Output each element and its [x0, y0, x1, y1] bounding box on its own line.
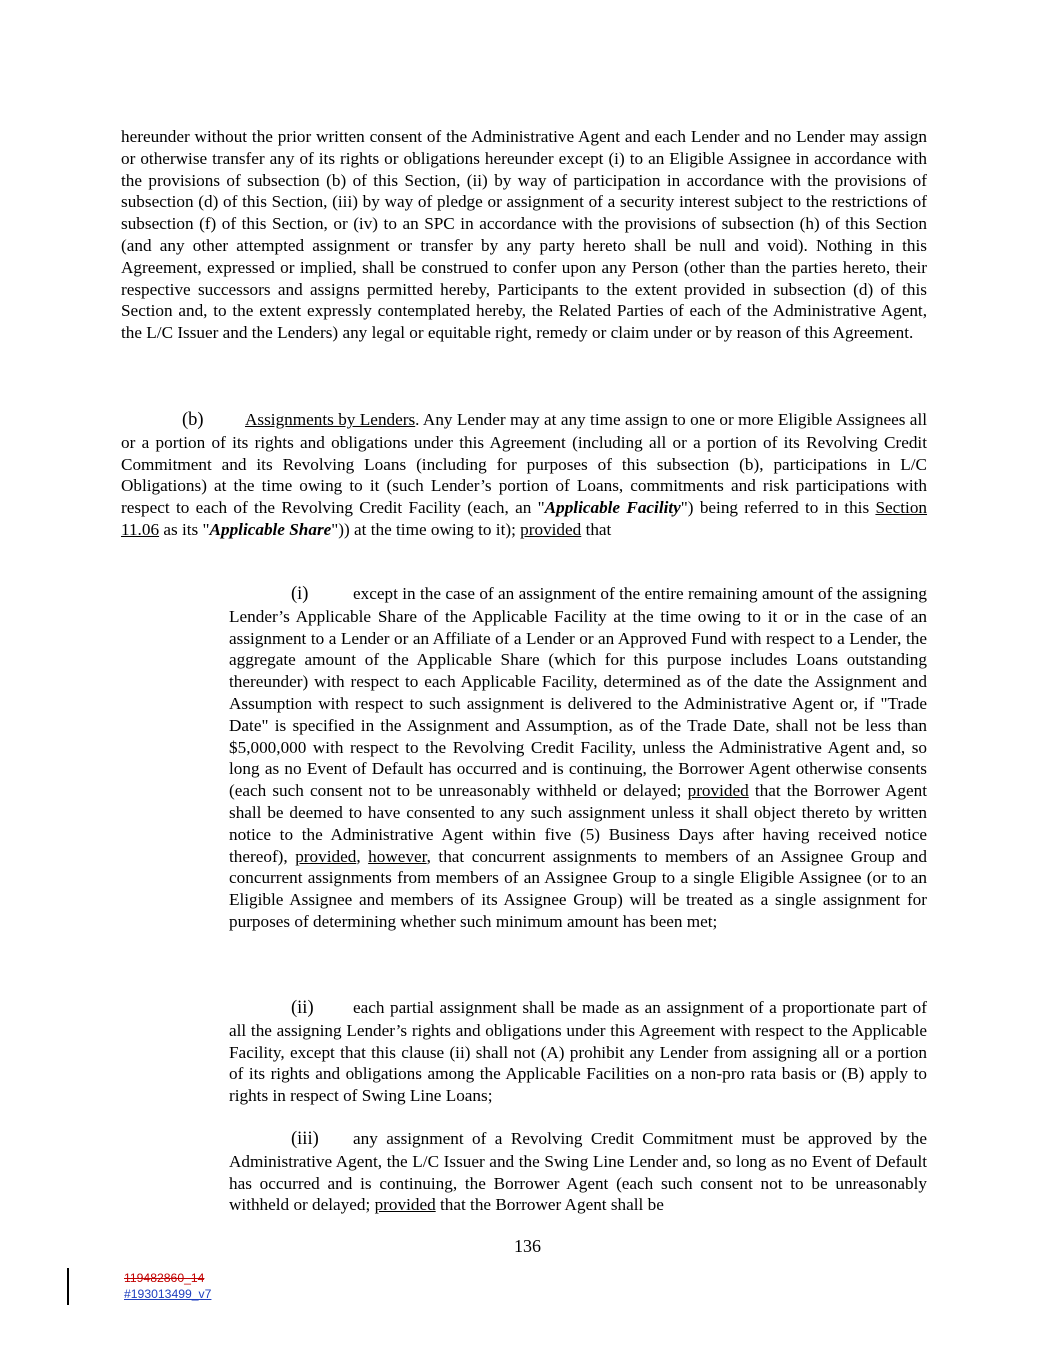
clause-ii — [229, 997, 927, 1107]
page-number: 136 — [514, 1236, 541, 1256]
clause-marker-i: (i) — [291, 584, 309, 604]
paragraph-b-text-5: that — [581, 519, 612, 539]
paragraph-b-text-1: . Any Lender may at any time assign to one or more Eligible Assignees all or a portion of its rights and obligations under this Agreement (including all or a portion of its Revolving Credit Commitment and its Revolving Loans (including for purposes of this subsection (b), participations in L/C Obligations) at the time owing to it (such Lender’s portion of Loans, commitments and risk participations with respect to each of the Revolving Credit Facility (each, an " — [121, 410, 927, 518]
provided-term: provided — [374, 1195, 436, 1215]
defined-term-applicable-share: Applicable Share — [209, 519, 332, 539]
clause-iii-text-2: that the Borrower Agent shall be — [435, 1195, 664, 1215]
new-document-id: #193013499_v7 — [124, 1287, 212, 1301]
old-document-id: 119482860_14 — [124, 1271, 205, 1285]
paragraph-b-text-4: ")) at the time owing to it); — [331, 519, 521, 539]
clause-i — [229, 583, 927, 933]
change-bar — [67, 1268, 69, 1305]
section-reference-word: Section — [875, 498, 928, 518]
however-term: however — [368, 846, 427, 866]
clause-i-text-3: , that concurrent assignments to members of an Assignee Group and concurrent assignments from members of an Assignee Group to a single Eligible Assignee (or to an Eligible Assignee and members of its Assignee Group) will be treated as a single assignment for purposes of determining whether such minimum amount has been met; — [229, 846, 927, 931]
provided-term: provided — [295, 846, 357, 866]
provided-term: provided — [520, 519, 582, 539]
provided-term: provided — [687, 781, 749, 801]
clause-ii-text: each partial assignment shall be made as an assignment of a proportionate part of all the assigning Lender’s rights and obligations under this Agreement with respect to the Applicable Facility, except that this clause (ii) shall not (A) prohibit any Lender from assigning all or a portion of its rights and obligations among the Applicable Facilities on a non-pro rata basis or (B) apply to rights in respect of Swing Line Loans; — [229, 998, 927, 1106]
clause-marker-ii: (ii) — [291, 998, 314, 1018]
paragraph-continuation: hereunder without the prior written consent of the Administrative Agent and each Lender and no Lender may assign or otherwise transfer any of its rights or obligations hereunder except (i) to an Eligible Assignee in accordance with the provisions of subsection (b) of this Section, (ii) by way of participation in accordance with the provisions of subsection (d) of this Section, (iii) by way of pledge or assignment of a security interest subject to the restrictions of subsection (f) of this Section, or (iv) to an SPC in accordance with the provisions of subsection (h) of this Section (and any other attempted assignment or transfer by any party hereto shall be null and void). Nothing in this Agreement, expressed or implied, shall be construed to confer upon any Person (other than the parties hereto, their respective successors and assigns permitted hereby, Participants to the extent provided in subsection (d) of this Section and, to the extent expressly contemplated hereby, the Related Parties of each of the Administrative Agent, the L/C Issuer and the Lenders) any legal or equitable right, remedy or claim under or by reason of this Agreement. — [121, 127, 927, 343]
heading-assignments-by-lenders: Assignments by Lenders — [245, 410, 416, 429]
clause-i-text-1: except in the case of an assignment of the entire remaining amount of the assigning Lender’s Applicable Share of the Applicable Facility at the time owing to it or in the case of an assignment to a Lender or an Affiliate of a Lender or an Approved Fund with respect to a Lender, the aggregate amount of the Applicable Share (which for this purpose includes Loans outstanding thereunder) with respect to each Applicable Facility, determined as of the date the Assignment and Assumption with respect to such assignment is delivered to the Administrative Agent or, if "Trade Date" is specified in the Assignment and Assumption, as of the Trade Date, shall not be less than $5,000,000 with respect to the Revolving Credit Facility, unless the Administrative Agent and, so long as no Event of Default has occurred and is continuing, the Borrower Agent otherwise consents (each such consent not to be unreasonably withheld or delayed; — [229, 584, 927, 801]
document-footer — [124, 1270, 211, 1302]
clause-marker-b: (b) — [182, 410, 204, 430]
clause-i-comma: , — [356, 846, 369, 866]
paragraph-b — [121, 409, 927, 541]
defined-term-applicable-facility: Applicable Facility — [544, 498, 681, 518]
paragraph-b-text-3: as its " — [159, 519, 210, 539]
clause-marker-iii: (iii) — [291, 1129, 319, 1149]
clause-i-text-2: that the Borrower Agent shall be deemed to have consented to any such assignment unless it shall object thereto by written notice to the Administrative Agent within five (5) Business Days after having received notice thereof), — [229, 781, 927, 866]
clause-iii — [229, 1128, 927, 1216]
section-reference-number: 11.06 — [121, 519, 160, 539]
clause-iii-text-1: any assignment of a Revolving Credit Commitment must be approved by the Administrative Agent, the L/C Issuer and the Swing Line Lender and, so long as no Event of Default has occurred and is continuing, the Borrower Agent (each such consent not to be unreasonably withheld or delayed; — [229, 1129, 927, 1215]
paragraph-b-text-2: ") being referred to in this — [680, 498, 876, 518]
